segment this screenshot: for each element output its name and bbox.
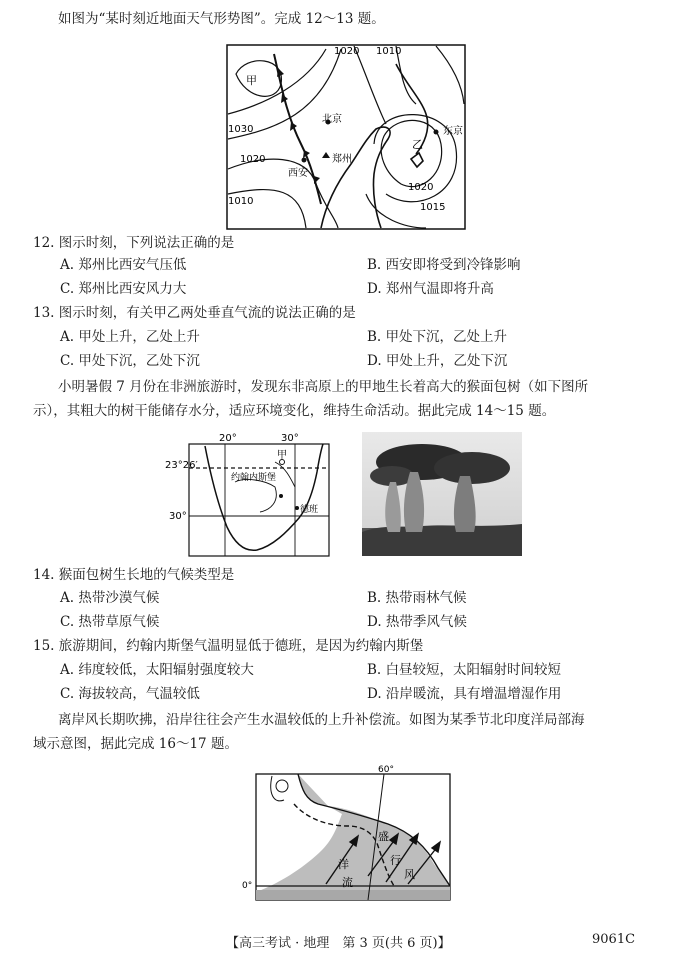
intro-text-2a: 小明暑假 7 月份在非洲旅游时，发现东非高原上的甲地生长着高大的猴面包树（如下图所 xyxy=(58,379,589,395)
isobar-label: 1020 xyxy=(408,182,434,193)
q13-option-a[interactable]: A. 甲处上升，乙处上升 xyxy=(60,329,200,345)
africa-map xyxy=(165,432,335,560)
q15-option-c[interactable]: C. 海拔较高，气温较低 xyxy=(60,686,200,702)
place-zhengzhou: 郑州 xyxy=(332,154,352,165)
place-yi: 乙 xyxy=(412,138,423,151)
q15-option-a[interactable]: A. 纬度较低，太阳辐射强度较大 xyxy=(60,662,254,678)
q14-option-d[interactable]: D. 热带季风气候 xyxy=(367,614,467,630)
place-jia-africa: 甲 xyxy=(277,450,287,461)
q14-option-c[interactable]: C. 热带草原气候 xyxy=(60,614,160,630)
isobar-label: 1030 xyxy=(228,124,254,135)
current-label-2: 流 xyxy=(342,876,353,889)
place-beijing: 北京 xyxy=(322,114,342,125)
q12-option-d[interactable]: D. 郑州气温即将升高 xyxy=(367,281,494,297)
intro-text-2b: 示），其粗大的树干能储存水分，适应环境变化，维持生命活动。据此完成 14～15 题。 xyxy=(33,403,556,419)
isobar-label: 1010 xyxy=(376,46,402,57)
indian-ocean-map xyxy=(238,764,452,904)
q15-option-d[interactable]: D. 沿岸暖流，具有增温增湿作用 xyxy=(367,686,562,702)
q13-option-b[interactable]: B. 甲处下沉，乙处上升 xyxy=(367,329,508,345)
q15-stem: 15. 旅游期间，约翰内斯堡气温明显低于德班，是因为约翰内斯堡 xyxy=(33,638,424,654)
place-jia: 甲 xyxy=(246,74,257,87)
wind-label-3: 风 xyxy=(404,868,415,881)
q12-option-b[interactable]: B. 西安即将受到冷锋影响 xyxy=(367,257,521,273)
weather-map xyxy=(226,44,466,230)
q12-option-c[interactable]: C. 郑州比西安风力大 xyxy=(60,281,187,297)
lat-tropic-label: 23°26′ xyxy=(165,460,198,471)
q12-stem: 12. 图示时刻，下列说法正确的是 xyxy=(33,235,235,251)
q14-option-a[interactable]: A. 热带沙漠气候 xyxy=(60,590,160,606)
isobar-label: 1010 xyxy=(228,196,254,207)
intro-text-1: 如图为“某时刻近地面天气形势图”。完成 12～13 题。 xyxy=(58,11,385,27)
q15-option-b[interactable]: B. 白昼较短，太阳辐射时间较短 xyxy=(367,662,562,678)
baobab-photo xyxy=(362,432,522,556)
isobar-label: 1020 xyxy=(240,154,266,165)
place-durban: 德班 xyxy=(300,505,319,515)
current-label-1: 洋 xyxy=(338,858,349,871)
q13-option-d[interactable]: D. 甲处上升，乙处下沉 xyxy=(367,353,508,369)
wind-label-2: 行 xyxy=(390,854,401,867)
isobar-label: 1015 xyxy=(420,202,446,213)
wind-label-1: 盛 xyxy=(378,830,389,843)
lon-20-label: 20° xyxy=(219,433,237,444)
place-dongjing: 东京 xyxy=(443,126,463,137)
lon-30-label: 30° xyxy=(281,433,299,444)
lat-0-label: 0° xyxy=(242,881,253,891)
place-johannesburg: 约翰内斯堡 xyxy=(231,473,277,483)
q14-option-b[interactable]: B. 热带雨林气候 xyxy=(367,590,467,606)
q14-stem: 14. 猴面包树生长地的气候类型是 xyxy=(33,567,235,583)
page-footer: 【高三考试 · 地理 第 3 页(共 6 页)】 xyxy=(226,936,451,951)
q13-option-c[interactable]: C. 甲处下沉，乙处下沉 xyxy=(60,353,200,369)
place-xian: 西安 xyxy=(288,168,308,179)
q12-option-a[interactable]: A. 郑州比西安气压低 xyxy=(60,257,187,273)
intro-text-3a: 离岸风长期吹拂，沿岸往往会产生水温较低的上升补偿流。如图为某季节北印度洋局部海 xyxy=(58,712,585,728)
q13-stem: 13. 图示时刻，有关甲乙两处垂直气流的说法正确的是 xyxy=(33,305,356,321)
lat-30-label: 30° xyxy=(169,511,187,522)
lon-60-label: 60° xyxy=(378,765,394,775)
intro-text-3b: 域示意图，据此完成 16～17 题。 xyxy=(33,736,238,752)
document-code: 9061C xyxy=(592,932,636,947)
isobar-label: 1020 xyxy=(334,46,360,57)
